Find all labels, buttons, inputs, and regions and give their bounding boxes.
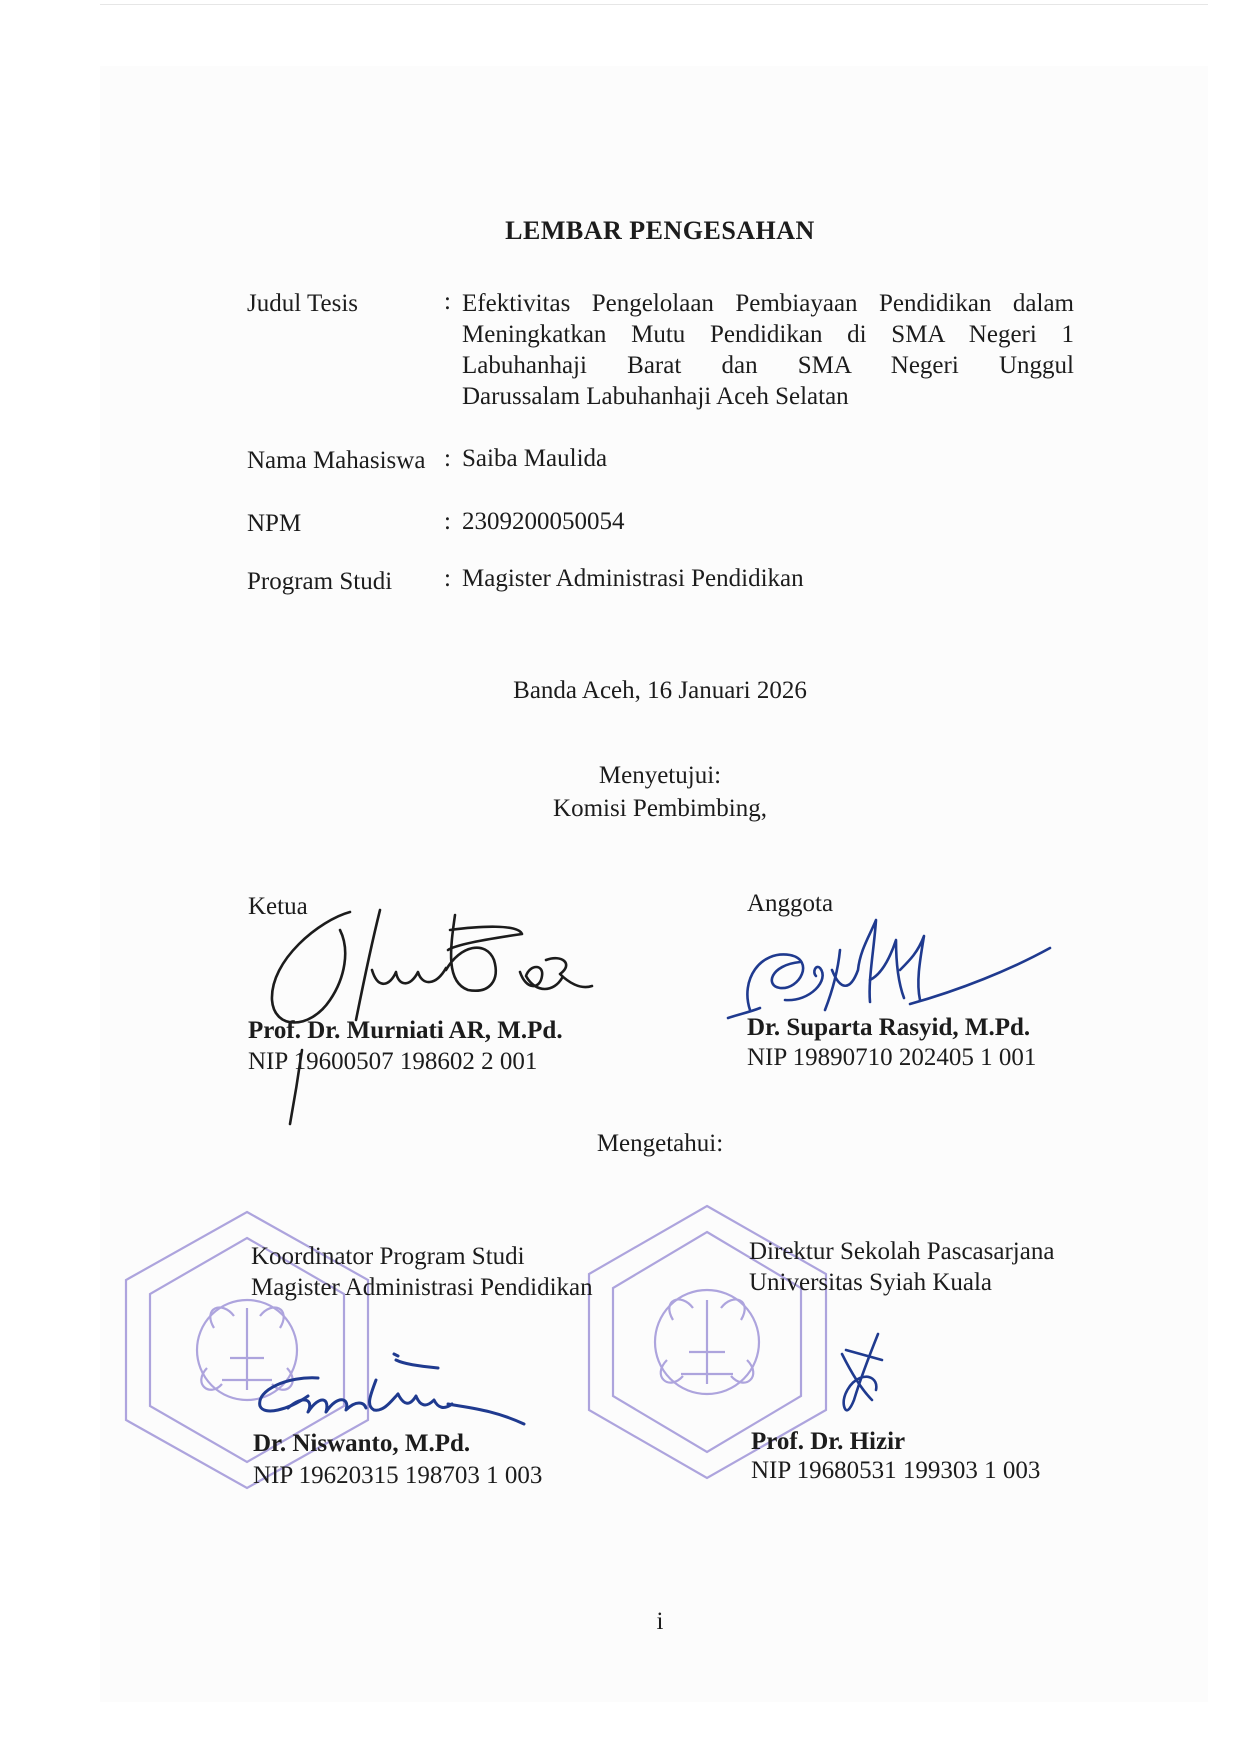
prodi-label: Program Studi	[247, 568, 393, 595]
koordinator-nip: NIP 19620315 198703 1 003	[253, 1462, 543, 1489]
ketua-role: Ketua	[248, 893, 308, 920]
anggota-nip: NIP 19890710 202405 1 001	[747, 1044, 1037, 1071]
ketua-signature-icon	[250, 890, 600, 1130]
thesis-title	[462, 288, 1074, 412]
page-title: LEMBAR PENGESAHAN	[505, 216, 815, 245]
koordinator-name: Dr. Niswanto, M.Pd.	[253, 1430, 471, 1457]
direktur-signature-icon	[820, 1330, 900, 1420]
anggota-name: Dr. Suparta Rasyid, M.Pd.	[747, 1014, 1031, 1041]
ketua-name: Prof. Dr. Murniati AR, M.Pd.	[248, 1017, 563, 1044]
page-number: i	[656, 1608, 664, 1635]
page-edge-line	[100, 4, 1208, 5]
npm-colon: :	[444, 508, 451, 535]
npm-value: 2309200050054	[462, 508, 625, 535]
koordinator-role-line2: Magister Administrasi Pendidikan	[251, 1274, 593, 1301]
judul-label: Judul Tesis	[247, 290, 358, 317]
acknowledge-heading: Mengetahui:	[596, 1130, 724, 1157]
koordinator-signature-icon	[248, 1350, 538, 1440]
approval-committee: Komisi Pembimbing,	[553, 795, 767, 822]
direktur-name: Prof. Dr. Hizir	[751, 1428, 906, 1455]
nama-colon: :	[444, 445, 451, 472]
thesis-title-line: Darussalam Labuhanhaji Aceh Selatan	[462, 383, 849, 410]
ketua-nip: NIP 19600507 198602 2 001	[248, 1048, 538, 1075]
thesis-title-line: Meningkatkan Mutu Pendidikan di SMA Negeri 1	[462, 321, 1074, 348]
anggota-signature-icon	[720, 910, 1060, 1040]
direktur-nip: NIP 19680531 199303 1 003	[751, 1457, 1041, 1484]
prodi-value: Magister Administrasi Pendidikan	[462, 565, 804, 592]
direktur-role-line1: Direktur Sekolah Pascasarjana	[749, 1238, 1055, 1265]
nama-value: Saiba Maulida	[462, 445, 608, 472]
nama-label: Nama Mahasiswa	[247, 447, 426, 474]
npm-label: NPM	[247, 510, 302, 537]
place-date: Banda Aceh, 16 Januari 2026	[513, 677, 807, 704]
thesis-title-line: Efektivitas Pengelolaan Pembiayaan Pendidikan dalam	[462, 290, 1074, 317]
judul-colon: :	[444, 288, 451, 315]
anggota-role: Anggota	[747, 890, 834, 917]
direktur-role-line2: Universitas Syiah Kuala	[749, 1269, 993, 1296]
prodi-colon: :	[444, 565, 451, 592]
thesis-title-line: Labuhanhaji Barat dan SMA Negeri Unggul	[462, 352, 1074, 379]
approval-heading: Menyetujui:	[598, 762, 722, 789]
koordinator-role-line1: Koordinator Program Studi	[251, 1243, 525, 1270]
